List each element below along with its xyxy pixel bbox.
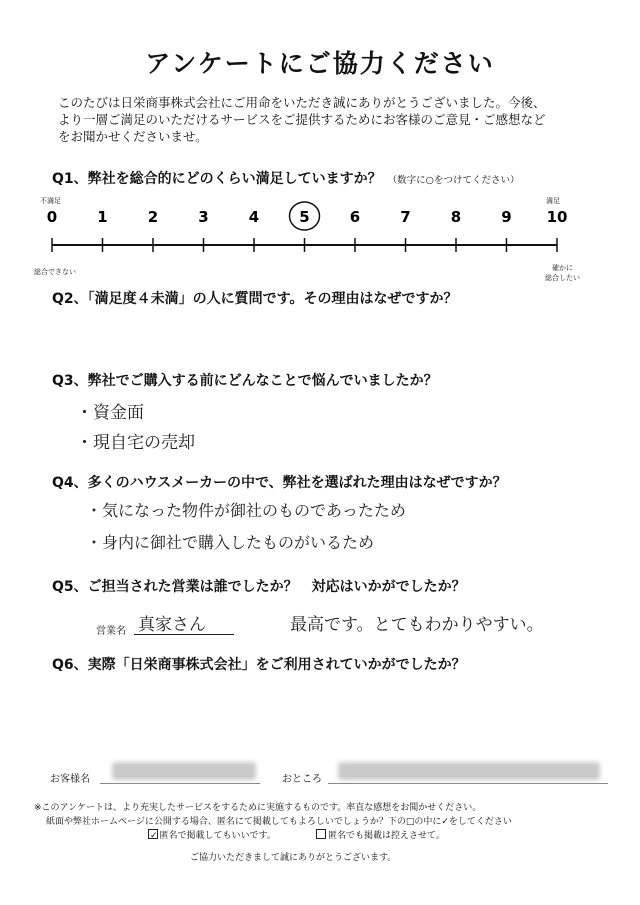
scale-low-label-bottom: 総合できない [34, 268, 76, 276]
q4-answer-2: ・身内に御社で購入したものがいるため [86, 533, 375, 552]
question-5: Q5、ご担当された営業は誰でしたか？ 対応はいかがでしたか？ [52, 579, 466, 595]
intro-line-3: をお聞かせくださいませ。 [58, 129, 208, 144]
customer-address-underline [328, 783, 608, 784]
question-2: Q2、「満足度４未満」の人に質問です。その理由はなぜですか？ [52, 291, 458, 307]
q4-answer-1: ・気になった物件が御社のものであったため [86, 501, 406, 520]
customer-name-underline [100, 783, 260, 784]
scale-number-10[interactable]: 10 [546, 208, 568, 226]
publish-option-anonymous-checkbox[interactable] [316, 829, 326, 839]
sales-name-underline [134, 634, 234, 635]
intro-line-1: このたびは日栄商事株式会社にご用命をいただき誠にありがとうございました。今後、 [58, 95, 546, 110]
customer-name-label: お客様名 [50, 774, 90, 785]
question-6: Q6、実際「日栄商事株式会社」をご利用されていかがでしたか？ [52, 657, 466, 673]
scale-number-2[interactable]: 2 [147, 208, 159, 226]
scale-number-3[interactable]: 3 [198, 208, 209, 226]
question-1 [52, 168, 519, 188]
customer-address-redacted [338, 762, 600, 780]
publish-option-named[interactable] [148, 828, 276, 841]
publish-option-anonymous[interactable] [316, 828, 445, 841]
page-title: アンケートにご協力ください [145, 49, 495, 78]
scale-numbers [47, 208, 568, 226]
scale-number-6[interactable]: 6 [349, 208, 361, 226]
scale-number-9[interactable]: 9 [501, 208, 512, 226]
footer-note-1: ※このアンケートは、より充実したサービスをするために実施するものです。率直な感想をお聞かせください。 [34, 803, 482, 813]
publish-option-named-check: ✓ [150, 831, 158, 841]
question-3: Q3、弊社でご購入する前にどんなことで悩んでいましたか？ [52, 373, 438, 389]
footer-thanks: ご協力いただきまして誠にありがとうございます。 [190, 853, 397, 863]
question-4: Q4、多くのハウスメーカーの中で、弊社を選ばれた理由はなぜですか？ [52, 475, 507, 491]
customer-address-label: おところ [282, 774, 322, 785]
scale-number-5[interactable]: 5 [299, 208, 310, 226]
scale-low-label-top: 不満足 [40, 197, 61, 205]
q3-answer-1: ・資金面 [76, 403, 144, 423]
question-1-note: （数字に○をつけてください） [387, 175, 520, 186]
intro-paragraph [58, 94, 598, 145]
publish-option-named-label: 匿名で掲載してもいいです。 [159, 831, 276, 841]
q3-answer-2: ・現自宅の売却 [76, 433, 195, 453]
publish-option-anonymous-label: 匿名でも掲載は控えさせて。 [328, 831, 445, 841]
sales-name: 真家さん [138, 615, 206, 635]
satisfaction-scale [0, 200, 640, 270]
customer-name-redacted [112, 762, 256, 780]
question-1-text: Q1、弊社を総合的にどのくらい満足していますか？ [52, 171, 382, 187]
intro-line-2: より一層ご満足のいただけるサービスをご提供するためにお客様のご意見・ご感想など [58, 112, 546, 127]
footer-note-2: 紙面や弊社ホームページに公開する場合、匿名にて掲載してもよろしいでしょうか？下の□の中に✓をしてください [46, 817, 512, 827]
scale-high-label-bottom-2: 総合したい [545, 274, 580, 282]
scale-number-8[interactable]: 8 [450, 208, 462, 226]
scale-number-4[interactable]: 4 [248, 208, 260, 226]
scale-high-label-top: 満足 [546, 197, 560, 205]
scale-number-0[interactable]: 0 [46, 208, 58, 226]
scale-number-7[interactable]: 7 [400, 208, 411, 226]
scale-number-1[interactable]: 1 [97, 208, 108, 226]
sales-label: 営業名 [96, 626, 126, 637]
sales-response: 最高です。とてもわかりやすい。 [290, 615, 544, 635]
scale-high-label-bottom-1: 確かに [552, 264, 573, 272]
